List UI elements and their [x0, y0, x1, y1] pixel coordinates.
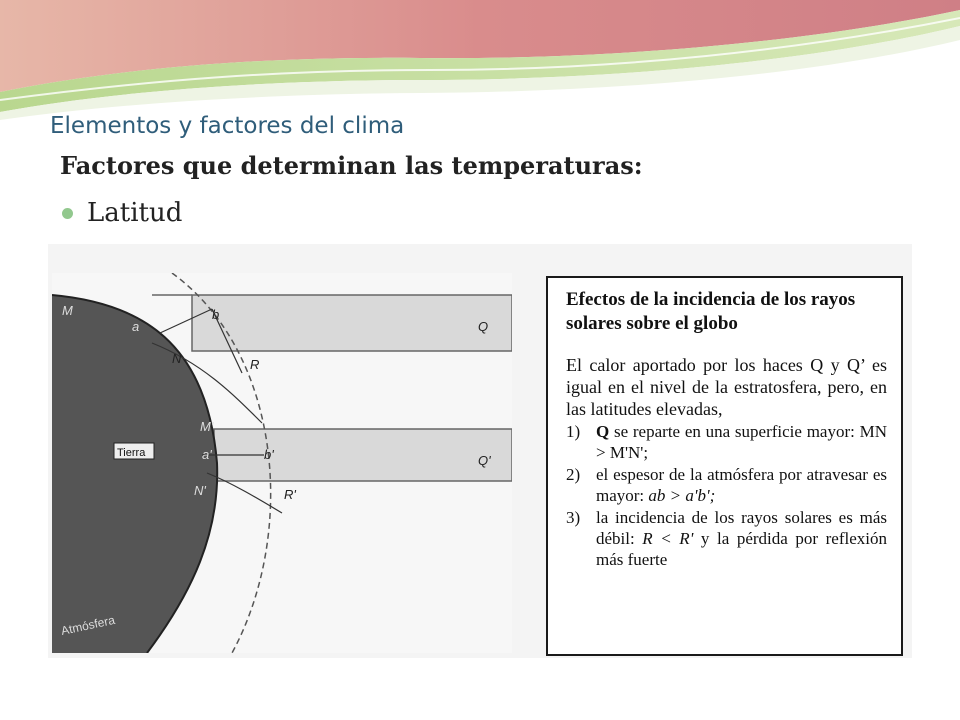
label-a2: a'	[202, 447, 212, 462]
upper-beam	[192, 295, 512, 351]
explanation-list	[566, 421, 887, 570]
label-M2: M'	[200, 419, 214, 434]
list-item	[566, 421, 887, 463]
list-item-text	[596, 421, 887, 463]
explanation-title: Efectos de la incidencia de los rayos solares sobre el globo	[566, 289, 856, 334]
list-item-number: 2)	[566, 465, 581, 484]
list-item-body: el espesor de la atmósfera por atravesar es mayor:	[596, 465, 887, 505]
list-item-tail: y la pérdida por reflexión más fuerte	[596, 529, 887, 569]
label-a: a	[132, 319, 140, 334]
list-item-formula: ab > a'b';	[648, 486, 716, 505]
label-N2: N'	[194, 483, 206, 498]
explanation-box	[546, 276, 903, 656]
label-earth: Tierra	[117, 447, 146, 459]
bullet-dot-icon	[62, 208, 73, 219]
explanation-intro: El calor aportado por los haces Q y Q’ es igual en el nivel de la estratosfera, pero, en las latitudes elevadas,	[566, 355, 887, 419]
bullet-item	[62, 196, 182, 230]
list-item	[566, 507, 887, 570]
label-R: R	[250, 357, 260, 372]
list-item	[566, 464, 887, 506]
list-item-body: la incidencia de los rayos solares es más débil:	[596, 508, 887, 548]
list-item-lead: Q	[596, 422, 610, 441]
list-item-body: se reparte en una superficie mayor: MN > M'N';	[596, 422, 887, 462]
label-b: b	[212, 307, 220, 322]
bullet-text: Latitud	[87, 198, 183, 228]
label-b2: b'	[264, 447, 274, 462]
list-item-formula: R < R'	[642, 529, 694, 548]
slide-title: Elementos y factores del clima	[50, 113, 405, 139]
label-M: M	[62, 303, 73, 318]
latitude-diagram	[52, 273, 512, 653]
header-wave-decoration	[0, 0, 960, 120]
list-item-text	[596, 464, 887, 506]
list-item-number: 1)	[566, 422, 581, 441]
slide-subtitle: Factores que determinan las temperaturas:	[60, 151, 643, 180]
label-Q2: Q'	[478, 453, 491, 468]
label-R2: R'	[284, 487, 296, 502]
label-Q: Q	[478, 319, 489, 334]
list-item-number: 3)	[566, 508, 581, 527]
label-atmosphere: Atmósfera	[59, 612, 117, 638]
label-N: N	[172, 351, 182, 366]
list-item-text	[596, 507, 887, 570]
